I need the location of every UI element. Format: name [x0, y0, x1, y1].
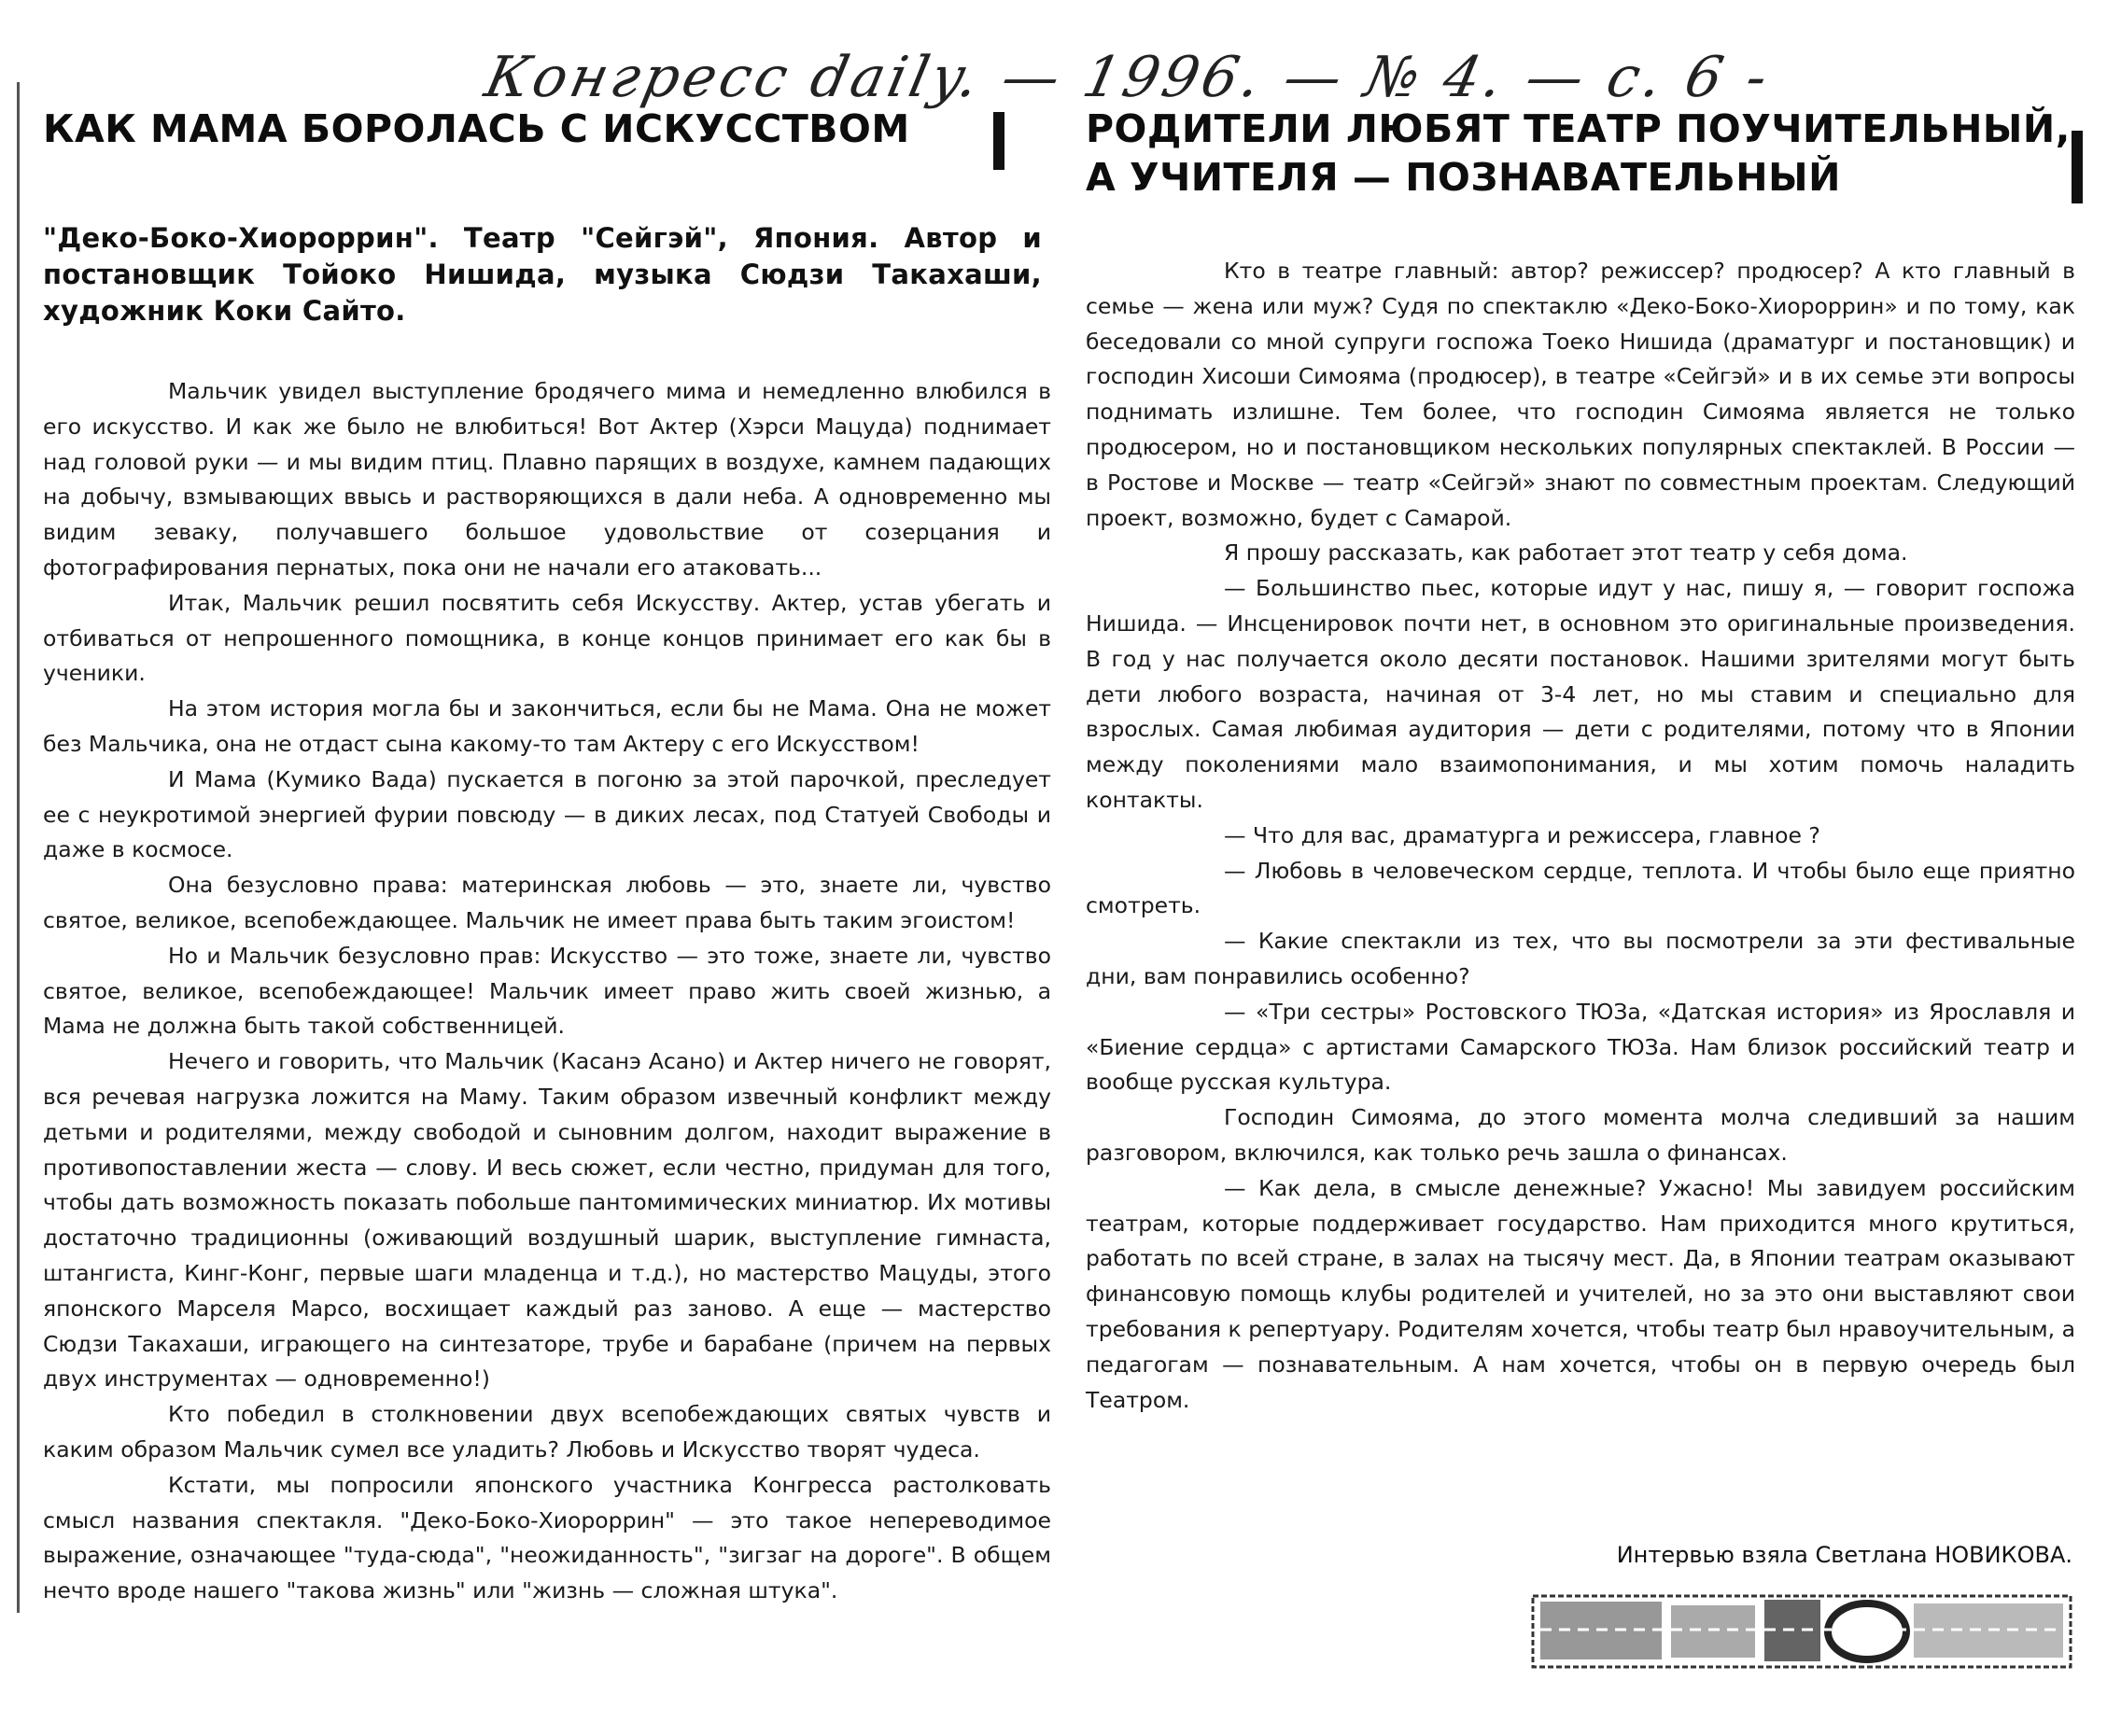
right-body [1086, 254, 2075, 1418]
paragraph: Кто победил в столкновении двух всепобеждающих святых чувств и каким образом Мальчик сумел все уладить? Любовь и Искусство творят чудеса. [43, 1401, 1051, 1463]
byline-signature: Интервью взяла Светлана НОВИКОВА. [1616, 1542, 2072, 1568]
paragraph: Итак, Мальчик решил посвятить себя Искусству. Актер, устав убегать и отбиваться от непрошенного помощника, в конце концов принимает его как бы в ученики. [43, 589, 1051, 687]
paragraph: — Любовь в человеческом сердце, теплота. И чтобы было еще приятно смотреть. [1086, 857, 2075, 919]
paragraph: — Какие спектакли из тех, что вы посмотрели за эти фестивальные дни, вам понравились особенно? [1086, 928, 2075, 989]
headline-bar [2072, 131, 2083, 203]
left-headline [43, 105, 1051, 157]
paragraph: И Мама (Кумико Вада) пускается в погоню за этой парочкой, преследует ее с неукротимой энергией фурии повсюду — в диких лесах, под Статуей Свободы и даже в космосе. [43, 765, 1051, 863]
paragraph: — «Три сестры» Ростовского ТЮЗа, «Датская история» из Ярославля и «Биение сердца» с артистами Самарского ТЮЗа. Нам близок российский театр и вообще русская культура. [1086, 998, 2075, 1096]
headline-bar [993, 112, 1004, 170]
paragraph: — Большинство пьес, которые идут у нас, пишу я, — говорит госпожа Нишида. — Инсценировок почти нет, в основном это оригинальные произведения. В год у нас получается около десяти постановок. Нашими зрителями могут быть дети любого возраста, начиная от 3-4 лет, но мы ставим и специально для взрослых. Самая любимая аудитория — дети с родителями, потому что в Японии между поколениями мало взаимопонимания, и мы хотим помочь наладить контакты. [1086, 575, 2075, 813]
paragraph: Она безусловно права: материнская любовь — это, знаете ли, чувство святое, великое, всепобеждающее. Мальчик не имеет права быть таким эгоистом! [43, 872, 1051, 933]
left-body [43, 374, 1051, 1609]
left-article [43, 105, 1051, 1609]
paragraph: Но и Мальчик безусловно прав: Искусство — это тоже, знаете ли, чувство святое, великое, всепобеждающее! Мальчик имеет право жить своей жизнью, а Мама не должна быть такой собственницей. [43, 942, 1051, 1040]
paragraph: На этом история могла бы и закончиться, если бы не Мама. Она не может без Мальчика, она не отдаст сына какому-то там Актеру с его Искусством! [43, 695, 1051, 757]
left-deck: "Деко-Боко-Хиороррин". Театр "Сейгэй", Япония. Автор и постановщик Тойоко Нишида, музыка Сюдзи Такахаши, художник Коки Сайто. [43, 222, 1042, 327]
paragraph: Господин Симояма, до этого момента молча следивший за нашим разговором, включился, как только речь зашла о финансах. [1086, 1104, 2075, 1166]
left-margin-rule [17, 82, 20, 1613]
right-headline [1086, 105, 2075, 213]
handwritten-source-note: Конгресс daily. — 1996. — № 4. — с. 6 - [479, 45, 1777, 110]
paragraph: — Как дела, в смысле денежные? Ужасно! Мы завидуем российским театрам, которые поддерживает государство. Нам приходится много крутиться, работать по всей стране, в залах на тысячу мест. Да, в Японии театрам оказывают финансовую помощь клубы родителей и учителей, но за это они выставляют свои требования к репертуару. Родителям хочется, чтобы театр был нравоучительным, а педагогам — познавательным. А нам хочется, чтобы он в первую очередь был Театром. [1086, 1174, 2075, 1413]
paragraph: — Что для вас, драматурга и режиссера, главное ? [1224, 821, 1820, 848]
paragraph: Кто в театре главный: автор? режиссер? продюсер? А кто главный в семье — жена или муж? Судя по спектаклю «Деко-Боко-Хиороррин» и по тому, как беседовали со мной супруги госпожа Тоеко Нишида (драматург и постановщик) и господин Хисоши Симояма (продюсер), в театре «Сейгэй» и в их семье эти вопросы поднимать излишне. Тем более, что господин Симояма является не только продюсером, но и постановщиком нескольких популярных спектаклей. В России — в Ростове и Москве — театр «Сейгэй» знают по совместным проектам. Следующий проект, возможно, будет с Самарой. [1086, 258, 2075, 531]
paragraph: Нечего и говорить, что Мальчик (Касанэ Асано) и Актер ничего не говорят, вся речевая нагрузка ложится на Маму. Таким образом извечный конфликт между детьми и родителями, между свободой и сыновним долгом, находит выражение в противопоставлении жеста — слову. И весь сюжет, если честно, придуман для того, чтобы дать возможность показать побольше пантомимических миниатюр. Их мотивы достаточно традиционны (оживающий воздушный шарик, выступление гимнаста, штангиста, Кинг-Конг, первые шаги младенца и т.д.), но мастерство Мацуды, этого японского Марселя Марсо, восхищает каждый раз заново. А еще — мастерство Сюдзи Такахаши, играющего на синтезаторе, трубе и барабане (причем на первых двух инструментах — одновременно!) [43, 1048, 1051, 1393]
left-headline-text: КАК МАМА БОРОЛАСЬ С ИСКУССТВОМ [43, 106, 910, 151]
paragraph: Мальчик увидел выступление бродячего мима и немедленно влюбился в его искусство. И как же было не влюбиться! Вот Актер (Хэрси Мацуда) поднимает над головой руки — и мы видим птиц. Плавно парящих в воздухе, камнем падающих на добычу, взмывающих ввысь и растворяющихся в дали неба. А одновременно мы видим зеваку, получавшего большое удовольствие от созерцания и фотографирования пернатых, пока они не начали его атаковать... [43, 378, 1051, 581]
paragraph: Кстати, мы попросили японского участника Конгресса растолковать смысл названия спектакля. "Деко-Боко-Хиороррин" — это такое непереводимое выражение, означающее "туда-сюда", "неожиданность", "зигзаг на дороге". В общем нечто вроде нашего "такова жизнь" или "жизнь — сложная штука". [43, 1471, 1051, 1604]
right-headline-line1: РОДИТЕЛИ ЛЮБЯТ ТЕАТР ПОУЧИТЕЛЬНЫЙ, [1086, 106, 2071, 151]
right-headline-line2: А УЧИТЕЛЯ — ПОЗНАВАТЕЛЬНЫЙ [1086, 155, 1841, 200]
right-article [1086, 105, 2075, 1418]
paragraph: Я прошу рассказать, как работает этот театр у себя дома. [1224, 539, 1908, 567]
library-stamp-graphic [1531, 1592, 2072, 1671]
